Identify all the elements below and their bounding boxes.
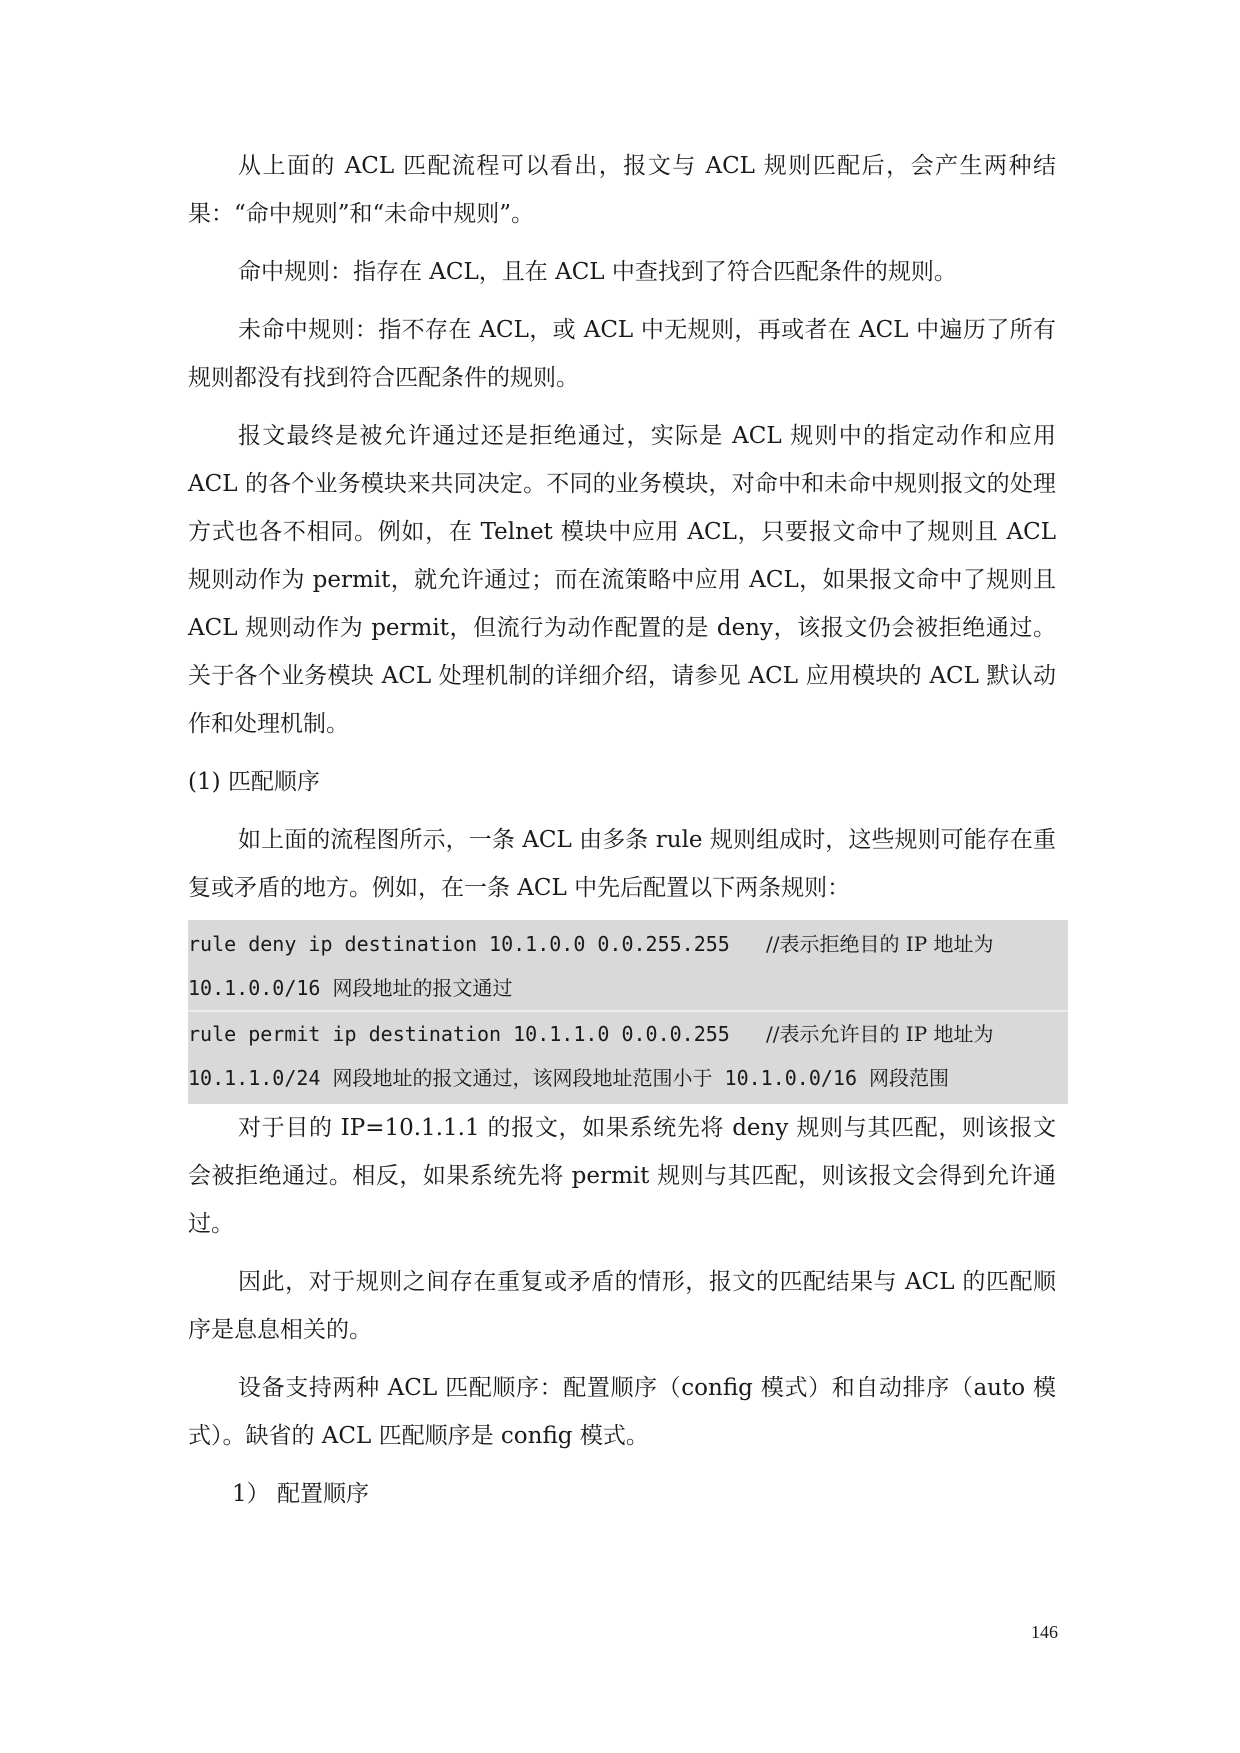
- paragraph-order-importance: 因此，对于规则之间存在重复或矛盾的情形，报文的匹配结果与 ACL 的匹配顺序是息息相关的。: [188, 1269, 1056, 1343]
- code-line-rule-permit-cont: 10.1.1.0/24 网段地址的报文通过，该网段地址范围小于 10.1.0.0/16 网段范围: [188, 1066, 950, 1090]
- paragraph-permit-or-deny: 报文最终是被允许通过还是拒绝通过，实际是 ACL 规则中的指定动作和应用 ACL 的各个业务模块来共同决定。不同的业务模块，对命中和未命中规则报文的处理方式也各不相同。例如，在 Telnet 模块中应用 ACL，只要报文命中了规则且 ACL 规则动作为 permit，就允许通过；而在流策略中应用 ACL，如果报文命中了规则且 ACL 规则动作为 permit，但流行为动作配置的是 deny，该报文仍会被拒绝通过。关于各个业务模块 ACL 处理机制的详细介绍，请参见 ACL 应用模块的 ACL 默认动作和处理机制。: [188, 423, 1056, 737]
- paragraph-match-example: 对于目的 IP=10.1.1.1 的报文，如果系统先将 deny 规则与其匹配，则该报文会被拒绝通过。相反，如果系统先将 permit 规则与其匹配，则该报文会得到允许通过。: [188, 1115, 1056, 1237]
- section-heading-match-order: (1) 匹配顺序: [188, 769, 320, 795]
- code-block-rules: [188, 920, 1068, 1104]
- page-content: [188, 142, 1056, 1518]
- paragraph-hit-rule: 命中规则：指存在 ACL，且在 ACL 中查找到了符合匹配条件的规则。: [238, 259, 957, 285]
- code-line-rule-permit: [188, 1012, 1068, 1056]
- code-command: rule deny ip destination 10.1.0.0 0.0.255.255: [188, 932, 766, 956]
- paragraph-rule-conflict: 如上面的流程图所示，一条 ACL 由多条 rule 规则组成时，这些规则可能存在重复或矛盾的地方。例如，在一条 ACL 中先后配置以下两条规则：: [188, 827, 1056, 901]
- code-command: rule permit ip destination 10.1.1.0 0.0.0.255: [188, 1022, 766, 1046]
- paragraph-acl-match-results: 从上面的 ACL 匹配流程可以看出，报文与 ACL 规则匹配后，会产生两种结果：“命中规则”和“未命中规则”。: [188, 153, 1056, 227]
- code-line-rule-deny-cont: 10.1.0.0/16 网段地址的报文通过: [188, 976, 513, 1000]
- page-number: 146: [1031, 1622, 1058, 1642]
- paragraph-two-match-orders: 设备支持两种 ACL 匹配顺序：配置顺序（config 模式）和自动排序（auto 模式）。缺省的 ACL 匹配顺序是 config 模式。: [188, 1375, 1056, 1449]
- code-comment: //表示拒绝目的 IP 地址为: [765, 932, 994, 956]
- paragraph-miss-rule: 未命中规则：指不存在 ACL，或 ACL 中无规则，再或者在 ACL 中遍历了所有规则都没有找到符合匹配条件的规则。: [188, 317, 1056, 391]
- code-comment: //表示允许目的 IP 地址为: [765, 1022, 994, 1046]
- subheading-config-order: 1） 配置顺序: [232, 1481, 369, 1507]
- code-line-rule-deny: [188, 922, 1068, 966]
